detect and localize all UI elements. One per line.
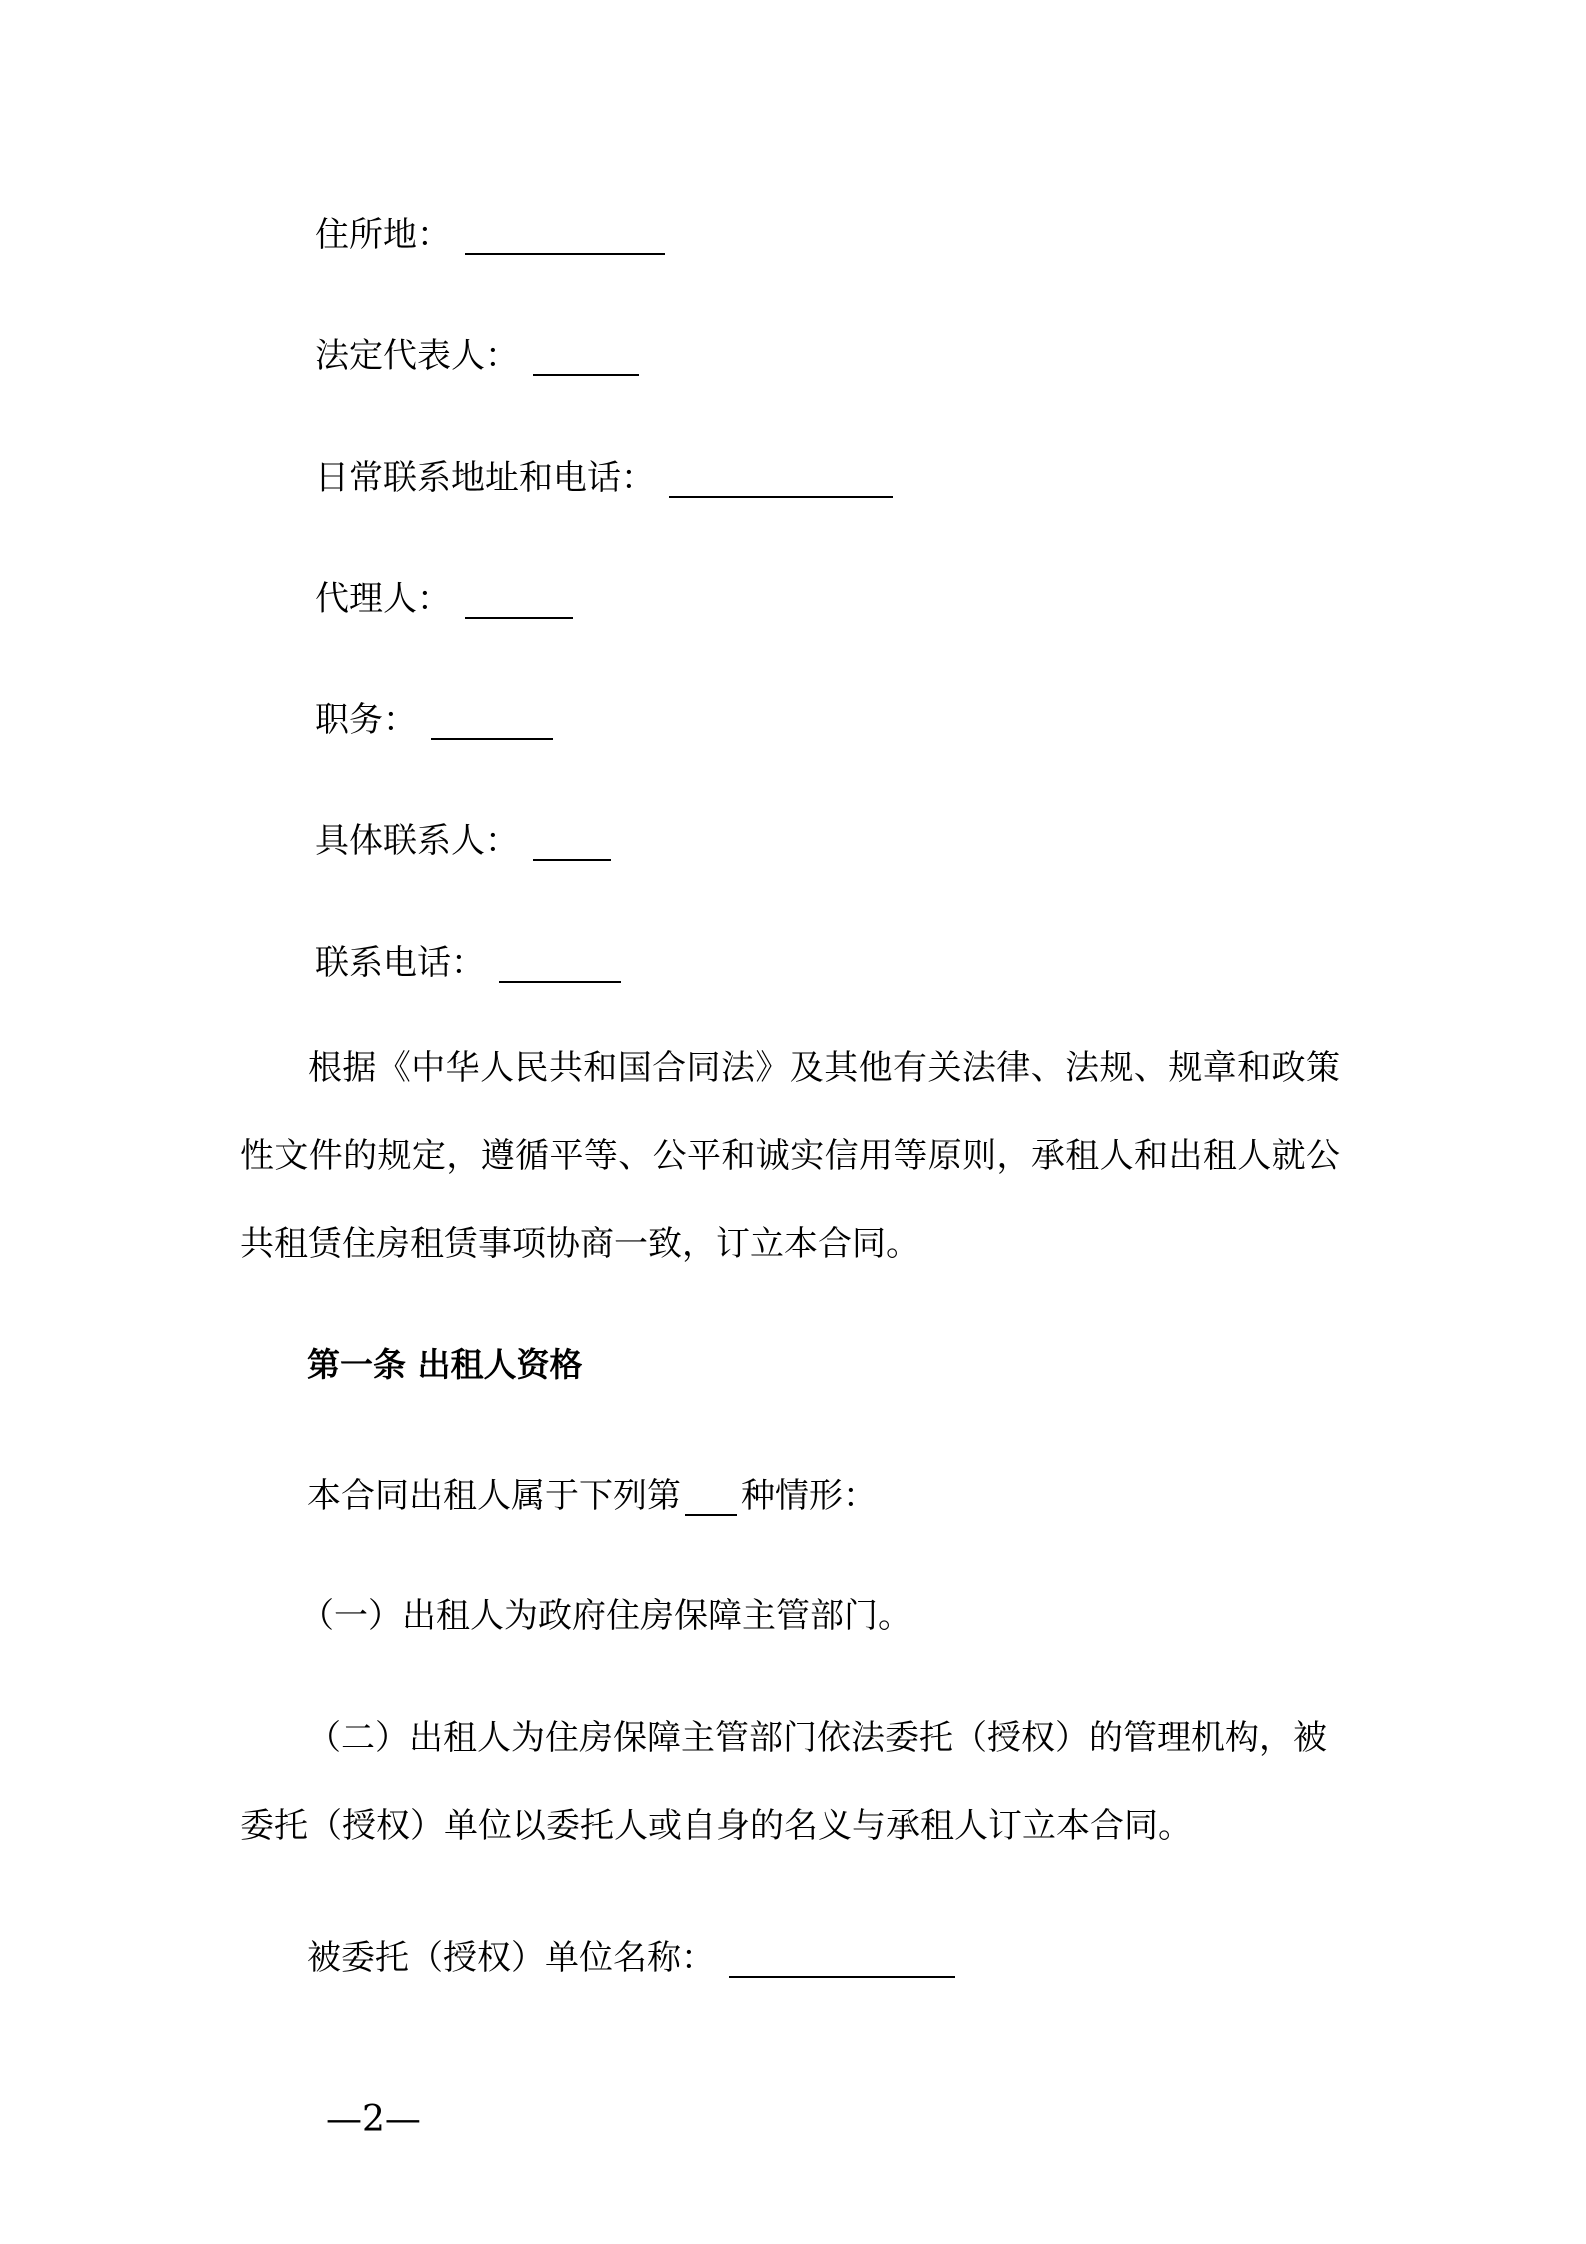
field-position-label: 职务： — [315, 700, 417, 740]
article-1-heading: 第一条 出租人资格 — [307, 1345, 583, 1384]
field-contact-address-phone — [315, 458, 893, 498]
field-position — [315, 700, 553, 740]
situation-prefix: 本合同出租人属于下列第 — [307, 1476, 681, 1516]
agent-blank — [465, 583, 573, 619]
field-contact-phone — [315, 943, 621, 983]
option-1: （一）出租人为政府住房保障主管部门。 — [300, 1596, 912, 1636]
legal-representative-blank — [533, 340, 639, 376]
situation-suffix: 种情形： — [741, 1476, 877, 1516]
field-agent — [315, 579, 573, 619]
position-blank — [431, 704, 553, 740]
option-2: （二）出租人为住房保障主管部门依法委托（授权）的管理机构，被委托（授权）单位以委托人或自身的名义与承租人订立本合同。 — [240, 1718, 1327, 1846]
contact-address-phone-blank — [669, 462, 893, 498]
field-residence-label: 住所地： — [315, 215, 451, 255]
field-contact-phone-label: 联系电话： — [315, 943, 485, 983]
contact-person-blank — [533, 825, 611, 861]
field-legal-representative-label: 法定代表人： — [315, 336, 519, 376]
situation-line — [307, 1476, 877, 1516]
field-contact-person — [315, 821, 611, 861]
field-entrusted-unit — [307, 1938, 955, 1978]
field-legal-representative — [315, 336, 639, 376]
field-agent-label: 代理人： — [315, 579, 451, 619]
situation-blank — [685, 1484, 737, 1516]
field-entrusted-unit-label: 被委托（授权）单位名称： — [307, 1938, 715, 1978]
field-residence — [315, 215, 665, 255]
contact-phone-blank — [499, 947, 621, 983]
intro-paragraph: 根据《中华人民共和国合同法》及其他有关法律、法规、规章和政策性文件的规定，遵循平等、公平和诚实信用等原则，承租人和出租人就公共租赁住房租赁事项协商一致，订立本合同。 — [240, 1048, 1340, 1264]
page-number: —2— — [326, 2099, 421, 2140]
field-contact-person-label: 具体联系人： — [315, 821, 519, 861]
residence-blank — [465, 219, 665, 255]
field-contact-address-phone-label: 日常联系地址和电话： — [315, 458, 655, 498]
entrusted-unit-blank — [729, 1942, 955, 1978]
